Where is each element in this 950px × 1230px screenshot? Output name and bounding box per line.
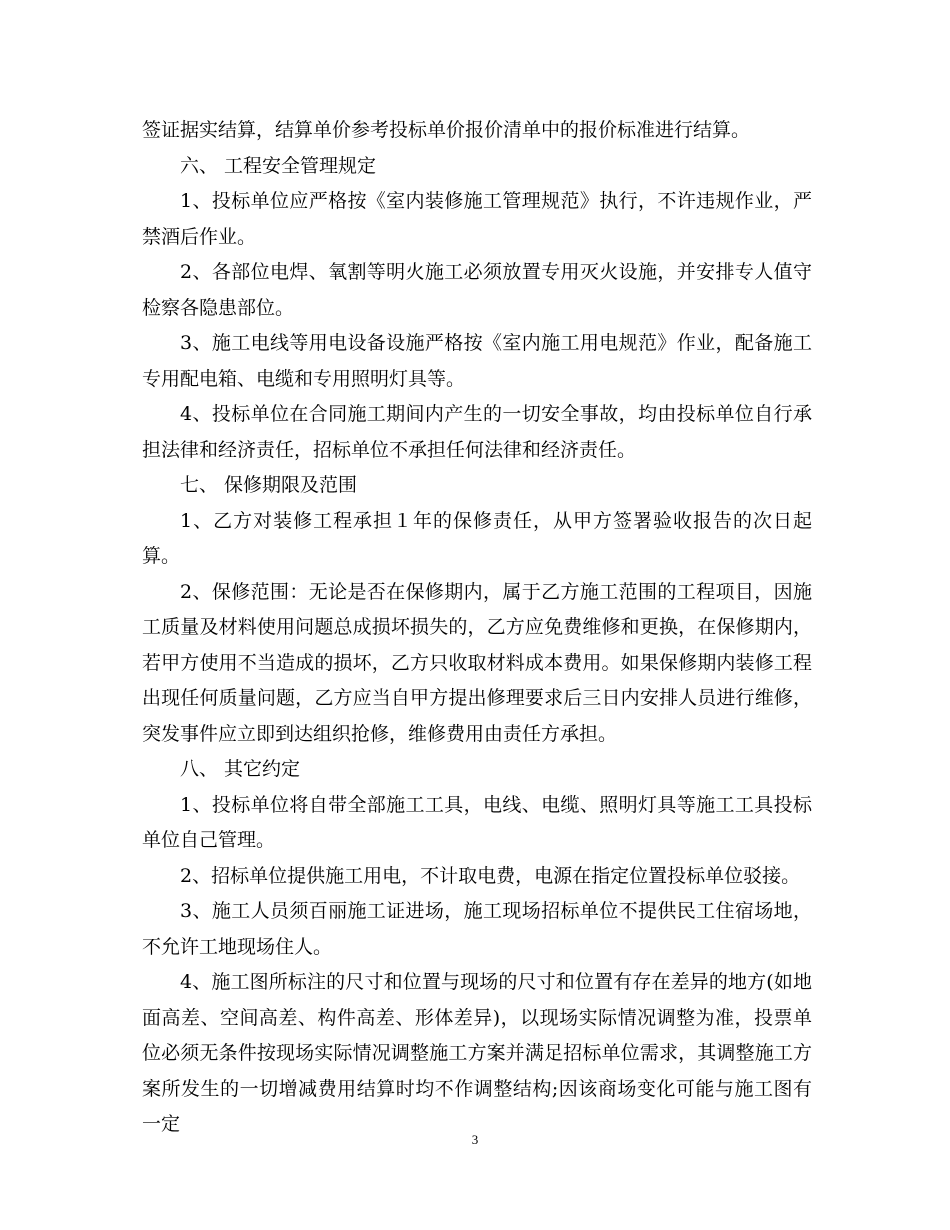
paragraph-safety-2: 2、各部位电焊、氧割等明火施工必须放置专用灭火设施，并安排专人值守检察各隐患部位。 <box>142 261 812 319</box>
paragraph-other-1: 1、投标单位将自带全部施工工具，电线、电缆、照明灯具等施工工具投标单位自己管理。 <box>142 793 812 851</box>
paragraph-other-2: 2、招标单位提供施工用电，不计取电费，电源在指定位置投标单位驳接。 <box>180 864 801 887</box>
paragraph-safety-3: 3、施工电线等用电设备设施严格按《室内施工用电规范》作业，配备施工专用配电箱、电缆和专用照明灯具等。 <box>142 332 812 390</box>
section-heading-safety: 六、 工程安全管理规定 <box>180 154 377 177</box>
paragraph-continuation: 签证据实结算，结算单价参考投标单价报价清单中的报价标准进行结算。 <box>142 119 751 141</box>
paragraph-warranty-1: 1、乙方对装修工程承担１年的保修责任，从甲方签署验收报告的次日起算。 <box>142 509 812 567</box>
paragraph-other-4: 4、施工图所标注的尺寸和位置与现场的尺寸和位置有存在差异的地方(如地面高差、空间高差、构件高差、形体差异)，以现场实际情况调整为准，投票单位必须无条件按现场实际情况调整施工方案并满足招标单位需求，其调整施工方案所发生的一切增减费用结算时均不作调整结构;因该商场变化可能与施工图有一定 <box>142 971 812 1135</box>
section-heading-warranty: 七、 保修期限及范围 <box>180 474 358 496</box>
document-body <box>142 113 812 1143</box>
paragraph-safety-1: 1、投标单位应严格按《室内装修施工管理规范》执行，不许违规作业，严禁酒后作业。 <box>142 190 812 248</box>
paragraph-safety-4: 4、投标单位在合同施工期间内产生的一切安全事故，均由投标单位自行承担法律和经济责任，招标单位不承担任何法律和经济责任。 <box>142 403 812 461</box>
section-heading-other: 八、 其它约定 <box>180 758 301 780</box>
page-number: 3 <box>471 1132 479 1147</box>
paragraph-warranty-2: 2、保修范围：无论是否在保修期内，属于乙方施工范围的工程项目，因施工质量及材料使用问题总成损坏损失的，乙方应免费维修和更换，在保修期内，若甲方使用不当造成的损坏，乙方只收取材料成本费用。如果保修期内装修工程出现任何质量问题，乙方应当自甲方提出修理要求后三日内安排人员进行维修，突发事件应立即到达组织抢修，维修费用由责任方承担。 <box>142 580 812 745</box>
paragraph-other-3: 3、施工人员须百丽施工证进场，施工现场招标单位不提供民工住宿场地，不允许工地现场住人。 <box>142 900 812 958</box>
